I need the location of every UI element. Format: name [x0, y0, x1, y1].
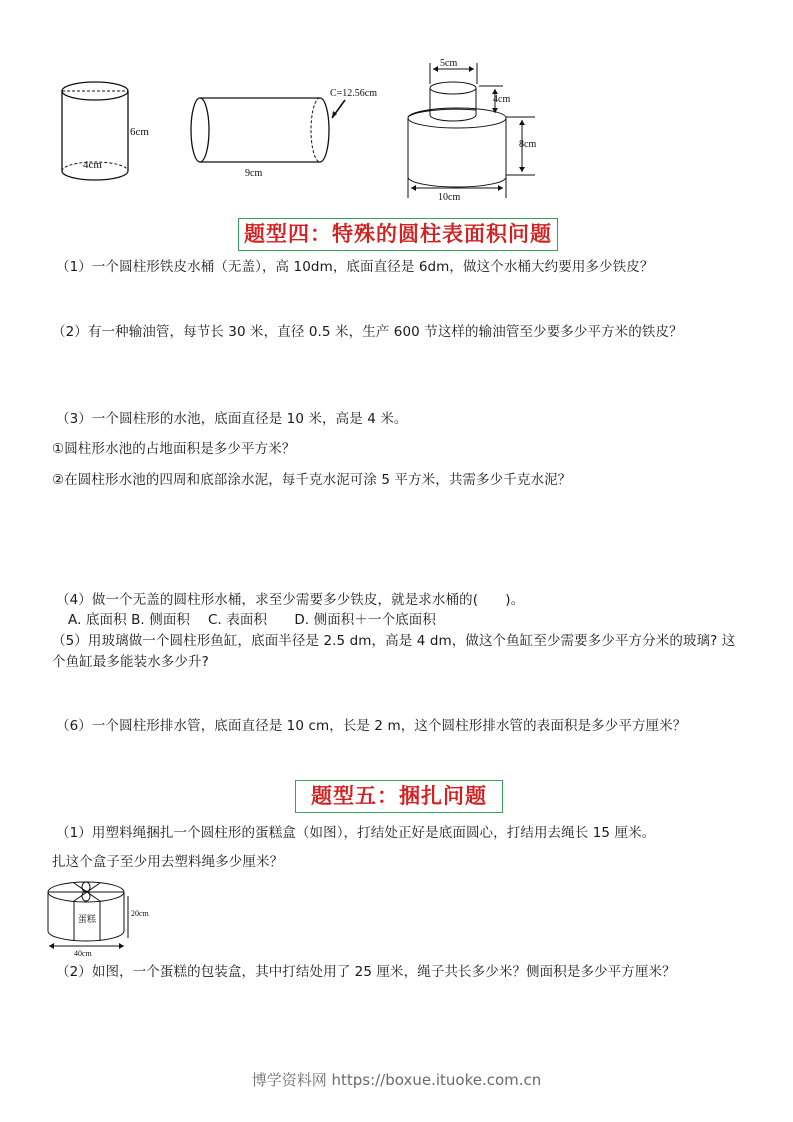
svg-text:蛋糕: 蛋糕	[78, 914, 97, 924]
svg-text:10cm: 10cm	[438, 192, 461, 203]
question-4-3-sub-1: ①圆柱形水池的占地面积是多少平方米？	[52, 441, 296, 457]
question-4-4-options: A. 底面积 B. 侧面积 C. 表面积 D. 侧面积＋一个底面积	[68, 612, 436, 628]
question-4-2: （2）有一种输油管，每节长 30 米，直径 0.5 米，生产 600 节这样的输油管至少要多少平方米的铁皮？	[52, 324, 683, 340]
question-4-3-sub-2: ②在圆柱形水池的四周和底部涂水泥，每千克水泥可涂 5 平方米，共需多少千克水泥？	[52, 472, 572, 488]
svg-text:9cm: 9cm	[245, 168, 263, 179]
question-4-4: （4）做一个无盖的圆柱形水桶，求至少需要多少铁皮，就是求水桶的( )。	[56, 592, 525, 608]
figure-upright-cylinder	[55, 78, 165, 193]
svg-text:8cm: 8cm	[519, 139, 537, 150]
section-4-title: 题型四：特殊的圆柱表面积问题	[238, 218, 558, 251]
svg-text:C=12.56cm: C=12.56cm	[330, 88, 378, 99]
footer-watermark: 博学资料网 https://boxue.ituoke.com.cn	[251, 1071, 542, 1089]
question-4-1: （1）一个圆柱形铁皮水桶（无盖），高 10dm，底面直径是 6dm，做这个水桶大约要用多少铁皮？	[56, 259, 654, 275]
question-4-3: （3）一个圆柱形的水池，底面直径是 10 米，高是 4 米。	[56, 411, 408, 427]
svg-text:5cm: 5cm	[440, 58, 458, 69]
figure-stacked-cylinders	[395, 52, 555, 204]
svg-text:4cm: 4cm	[493, 94, 511, 105]
svg-text:6cm: 6cm	[130, 126, 149, 138]
question-5-1: （1）用塑料绳捆扎一个圆柱形的蛋糕盒（如图），打结处正好是底面圆心，打结用去绳长 15 厘米。	[56, 825, 656, 841]
svg-text:4cm: 4cm	[83, 159, 102, 171]
question-4-5: （5）用玻璃做一个圆柱形鱼缸，底面半径是 2.5 dm，高是 4 dm，做这个鱼缸至少需要多少平方分米的玻璃? 这个鱼缸最多能装水多少升?	[52, 633, 736, 670]
svg-text:40cm: 40cm	[74, 949, 92, 958]
figure-cake-box	[44, 876, 154, 958]
question-4-6: （6）一个圆柱形排水管，底面直径是 10 cm，长是 2 m，这个圆柱形排水管的表面积是多少平方厘米？	[56, 718, 687, 734]
svg-text:20cm: 20cm	[131, 909, 149, 918]
question-5-1-line2: 扎这个盒子至少用去塑料绳多少厘米？	[52, 854, 284, 870]
question-5-2: （2）如图，一个蛋糕的包装盒，其中打结处用了 25 厘米，绳子共长多少米？侧面积是多少平方厘米？	[56, 964, 676, 980]
section-5-title: 题型五：捆扎问题	[295, 780, 503, 813]
figure-horizontal-cylinder	[185, 80, 395, 180]
